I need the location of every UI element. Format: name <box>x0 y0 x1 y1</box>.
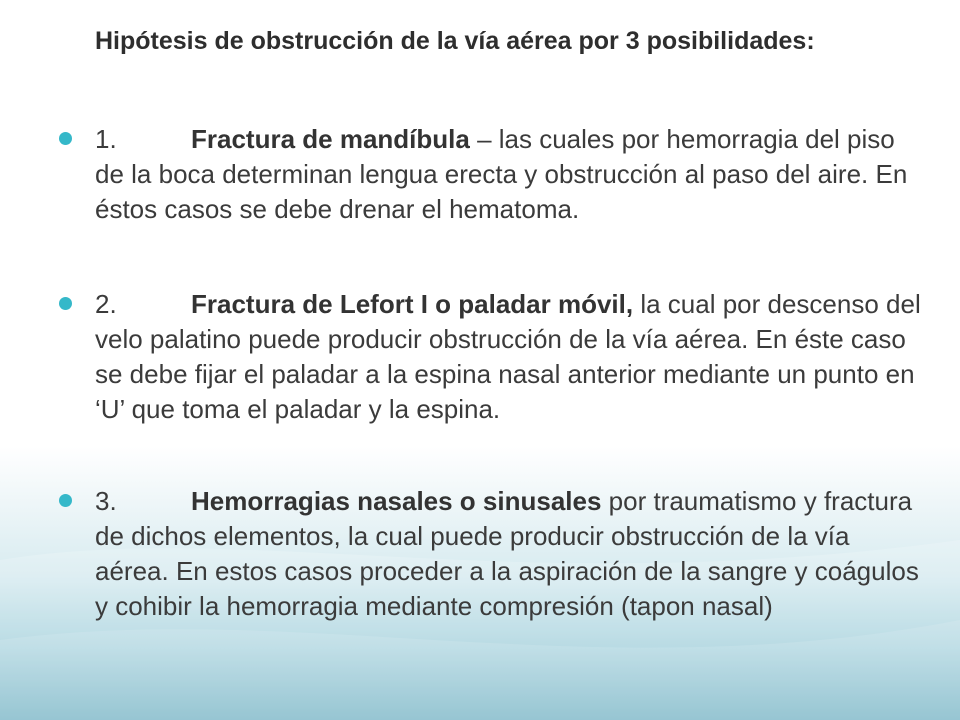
bullet-icon <box>59 132 72 145</box>
item-text: la cual por descenso del velo palatino puede producir obstrucción de la vía aérea. En éste caso se debe fijar el paladar a la espina nasal anterior mediante un punto en ‘U’ que toma el paladar y la espina. <box>95 289 921 424</box>
item-number: 3. <box>95 486 117 516</box>
bullet-icon <box>59 297 72 310</box>
list-item-3 <box>95 484 925 624</box>
item-text: – las cuales por hemorragia del piso de la boca determinan lengua erecta y obstrucción al paso del aire. En éstos casos se debe drenar el hematoma. <box>95 124 908 224</box>
bullet-icon <box>59 494 72 507</box>
item-title: Fractura de Lefort I o paladar móvil, <box>191 289 634 319</box>
item-text: por traumatismo y fractura de dichos elementos, la cual puede producir obstrucción de la vía aérea. En estos casos proceder a la aspiración de la sangre y coágulos y cohibir la hemorragia mediante compresión (tapon nasal) <box>95 486 919 621</box>
slide-heading: Hipótesis de obstrucción de la vía aérea por 3 posibilidades: <box>95 27 815 55</box>
list-item-2 <box>95 287 925 427</box>
item-number: 1. <box>95 124 117 154</box>
list-item-1 <box>95 122 925 227</box>
item-title: Fractura de mandíbula <box>191 124 470 154</box>
item-title: Hemorragias nasales o sinusales <box>191 486 602 516</box>
item-number: 2. <box>95 289 117 319</box>
